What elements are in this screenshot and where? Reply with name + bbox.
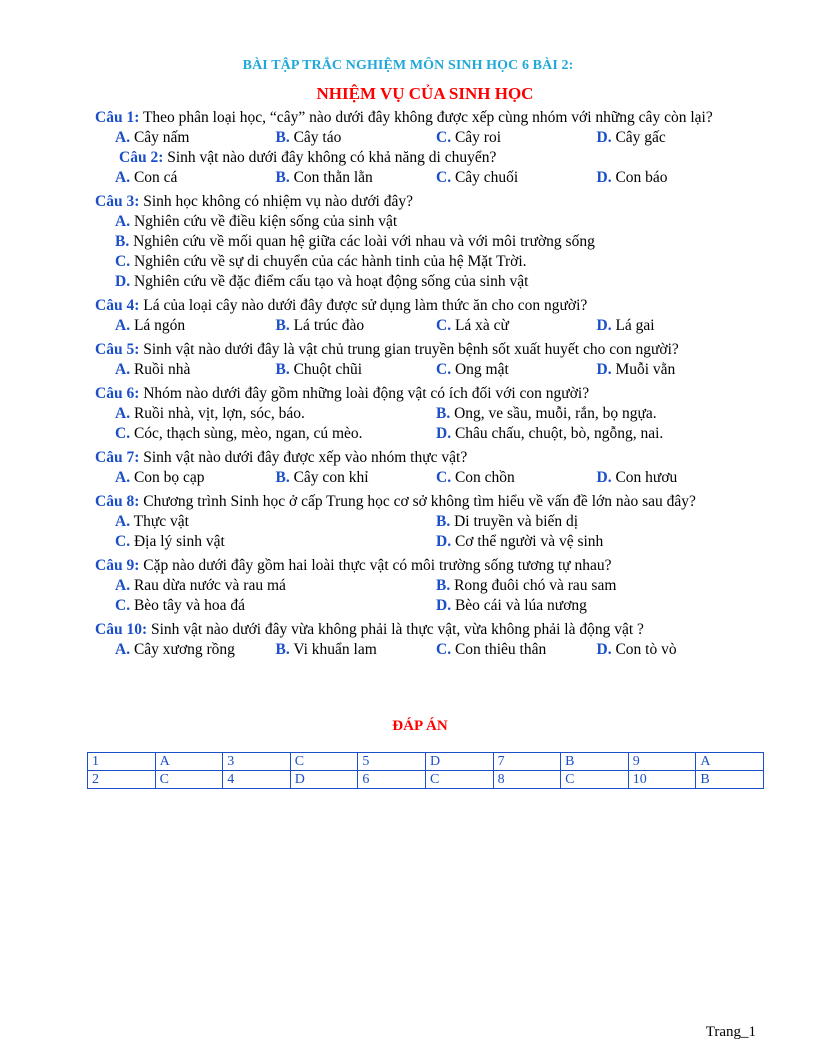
question-text: Lá của loại cây nào dưới đây được sử dụng làm thức ăn cho con người? [139, 297, 588, 314]
question-text: Sinh vật nào dưới đây được xếp vào nhóm thực vật? [139, 449, 468, 466]
question-text: Nhóm nào dưới đây gồm những loài động vật có ích đối với con người? [139, 385, 590, 402]
question-8 [95, 492, 757, 512]
document-title: BÀI TẬP TRẮC NGHIỆM MÔN SINH HỌC 6 BÀI 2: [242, 58, 574, 73]
option-a: A. Ruồi nhà, vịt, lợn, sóc, báo. [115, 405, 305, 422]
option-a: A. Rau dừa nước và rau má [115, 577, 286, 594]
option-a: A. Cây nấm [115, 129, 190, 146]
question-list [95, 108, 757, 660]
question-text: Sinh học không có nhiệm vụ nào dưới đây? [139, 193, 413, 210]
option-d: D. Nghiên cứu về đặc điểm cấu tạo và hoạt động sống của sinh vật [115, 273, 529, 290]
option-a: A. Thực vật [115, 513, 189, 530]
table-cell: C [155, 771, 223, 789]
table-cell: 3 [223, 753, 291, 771]
option-a: A. Cây xương rồng [115, 641, 235, 658]
question-5-options [95, 360, 757, 380]
question-6-options-row2 [95, 424, 757, 444]
answer-key-title: ĐÁP ÁN [392, 718, 448, 734]
table-cell: C [561, 771, 629, 789]
question-5 [95, 340, 757, 360]
question-3-options [95, 212, 757, 292]
question-text: Cặp nào dưới đây gồm hai loài thực vật có môi trường sống tương tự nhau? [139, 557, 612, 574]
table-cell: 6 [358, 771, 426, 789]
table-cell: C [290, 753, 358, 771]
option-b: B. Nghiên cứu về mối quan hệ giữa các loài với nhau và với môi trường sống [115, 233, 595, 250]
question-label: Câu 4: [95, 297, 140, 314]
question-4-options [95, 316, 757, 336]
question-10-options [95, 640, 757, 660]
question-label: Câu 8: [95, 493, 140, 510]
option-b: B. Con thằn lằn [275, 169, 373, 186]
option-d: D. Châu chấu, chuột, bò, ngỗng, nai. [436, 425, 664, 442]
question-3 [95, 192, 757, 212]
option-b: B. Ong, ve sầu, muỗi, rắn, bọ ngựa. [436, 405, 657, 422]
option-d: D. Muỗi vằn [596, 361, 676, 378]
question-2-options [95, 168, 757, 188]
table-cell: A [155, 753, 223, 771]
question-text: Sinh vật nào dưới đây không có khả năng di chuyển? [163, 149, 497, 166]
option-c: C. Cây chuối [436, 169, 519, 186]
table-cell: 1 [88, 753, 156, 771]
option-c: C. Ong mật [436, 361, 509, 378]
option-b: B. Lá trúc đào [275, 317, 365, 334]
option-c: C. Cây roi [436, 129, 502, 146]
question-text: Sinh vật nào dưới đây vừa không phải là thực vật, vừa không phải là động vật ? [147, 621, 644, 638]
option-a: A. Ruồi nhà [115, 361, 191, 378]
option-c: C. Lá xà cừ [436, 317, 509, 334]
question-7-options [95, 468, 757, 488]
table-cell: 9 [628, 753, 696, 771]
question-label: Câu 10: [95, 621, 148, 638]
table-cell: 4 [223, 771, 291, 789]
question-label: Câu 1: [95, 109, 140, 126]
option-d: D. Con hươu [596, 469, 678, 486]
option-c: C. Địa lý sinh vật [115, 533, 225, 550]
table-cell: A [696, 753, 764, 771]
option-a: A. Con cá [115, 169, 178, 186]
option-d: D. Lá gai [596, 317, 655, 334]
question-8-options-row1 [95, 512, 757, 532]
option-b: B. Vi khuẩn lam [275, 641, 377, 658]
option-c: C. Cóc, thạch sùng, mèo, ngan, cú mèo. [115, 425, 363, 442]
table-cell: B [561, 753, 629, 771]
table-cell: 8 [493, 771, 561, 789]
option-c: C. Con thiêu thân [436, 641, 547, 658]
option-d: D. Cơ thể người và vệ sinh [436, 533, 604, 550]
option-c: C. Nghiên cứu về sự di chuyển của các hành tinh của hệ Mặt Trời. [115, 253, 527, 270]
option-a: A. Nghiên cứu về điều kiện sống của sinh vật [115, 213, 398, 230]
option-d: D. Bèo cái và lúa nương [436, 597, 587, 614]
question-text: Theo phân loại học, “cây” nào dưới đây không được xếp cùng nhóm với những cây còn lại? [139, 109, 713, 126]
table-cell: 10 [628, 771, 696, 789]
question-9 [95, 556, 757, 576]
question-label: Câu 6: [95, 385, 140, 402]
table-cell: B [696, 771, 764, 789]
table-cell: D [425, 753, 493, 771]
option-d: D. Cây gấc [596, 129, 666, 146]
question-10 [95, 620, 757, 640]
table-cell: 2 [88, 771, 156, 789]
question-text: Chương trình Sinh học ở cấp Trung học cơ sở không tìm hiểu về vấn đề lớn nào sau đây? [139, 493, 696, 510]
question-label: Câu 9: [95, 557, 140, 574]
document-subtitle: NHIỆM VỤ CỦA SINH HỌC [316, 84, 534, 103]
option-b: B. Rong đuôi chó và rau sam [436, 577, 617, 594]
question-1-options [95, 128, 757, 148]
option-b: B. Cây con khỉ [275, 469, 369, 486]
question-1 [95, 108, 757, 128]
option-a: A. Con bọ cạp [115, 469, 205, 486]
option-d: D. Con tò vò [596, 641, 677, 658]
option-a: A. Lá ngón [115, 317, 186, 334]
table-cell: D [290, 771, 358, 789]
question-9-options-row2 [95, 596, 757, 616]
table-row [88, 771, 764, 789]
question-4 [95, 296, 757, 316]
question-label: Câu 2: [119, 149, 164, 166]
table-cell: C [425, 771, 493, 789]
question-text: Sinh vật nào dưới đây là vật chủ trung gian truyền bệnh sốt xuất huyết cho con người? [139, 341, 679, 358]
question-6 [95, 384, 757, 404]
question-9-options-row1 [95, 576, 757, 596]
option-c: C. Con chồn [436, 469, 515, 486]
option-b: B. Cây táo [275, 129, 342, 146]
question-label: Câu 7: [95, 449, 140, 466]
question-6-options-row1 [95, 404, 757, 424]
answer-key-table [87, 752, 764, 789]
table-row [88, 753, 764, 771]
question-8-options-row2 [95, 532, 757, 552]
option-c: C. Bèo tây và hoa đá [115, 597, 245, 614]
option-b: B. Chuột chũi [275, 361, 363, 378]
question-label: Câu 3: [95, 193, 140, 210]
table-cell: 5 [358, 753, 426, 771]
question-7 [95, 448, 757, 468]
question-label: Câu 5: [95, 341, 140, 358]
option-b: B. Di truyền và biến dị [436, 513, 579, 530]
question-2 [95, 148, 757, 168]
page-number: Trang_1 [705, 1024, 756, 1040]
table-cell: 7 [493, 753, 561, 771]
option-d: D. Con báo [596, 169, 668, 186]
